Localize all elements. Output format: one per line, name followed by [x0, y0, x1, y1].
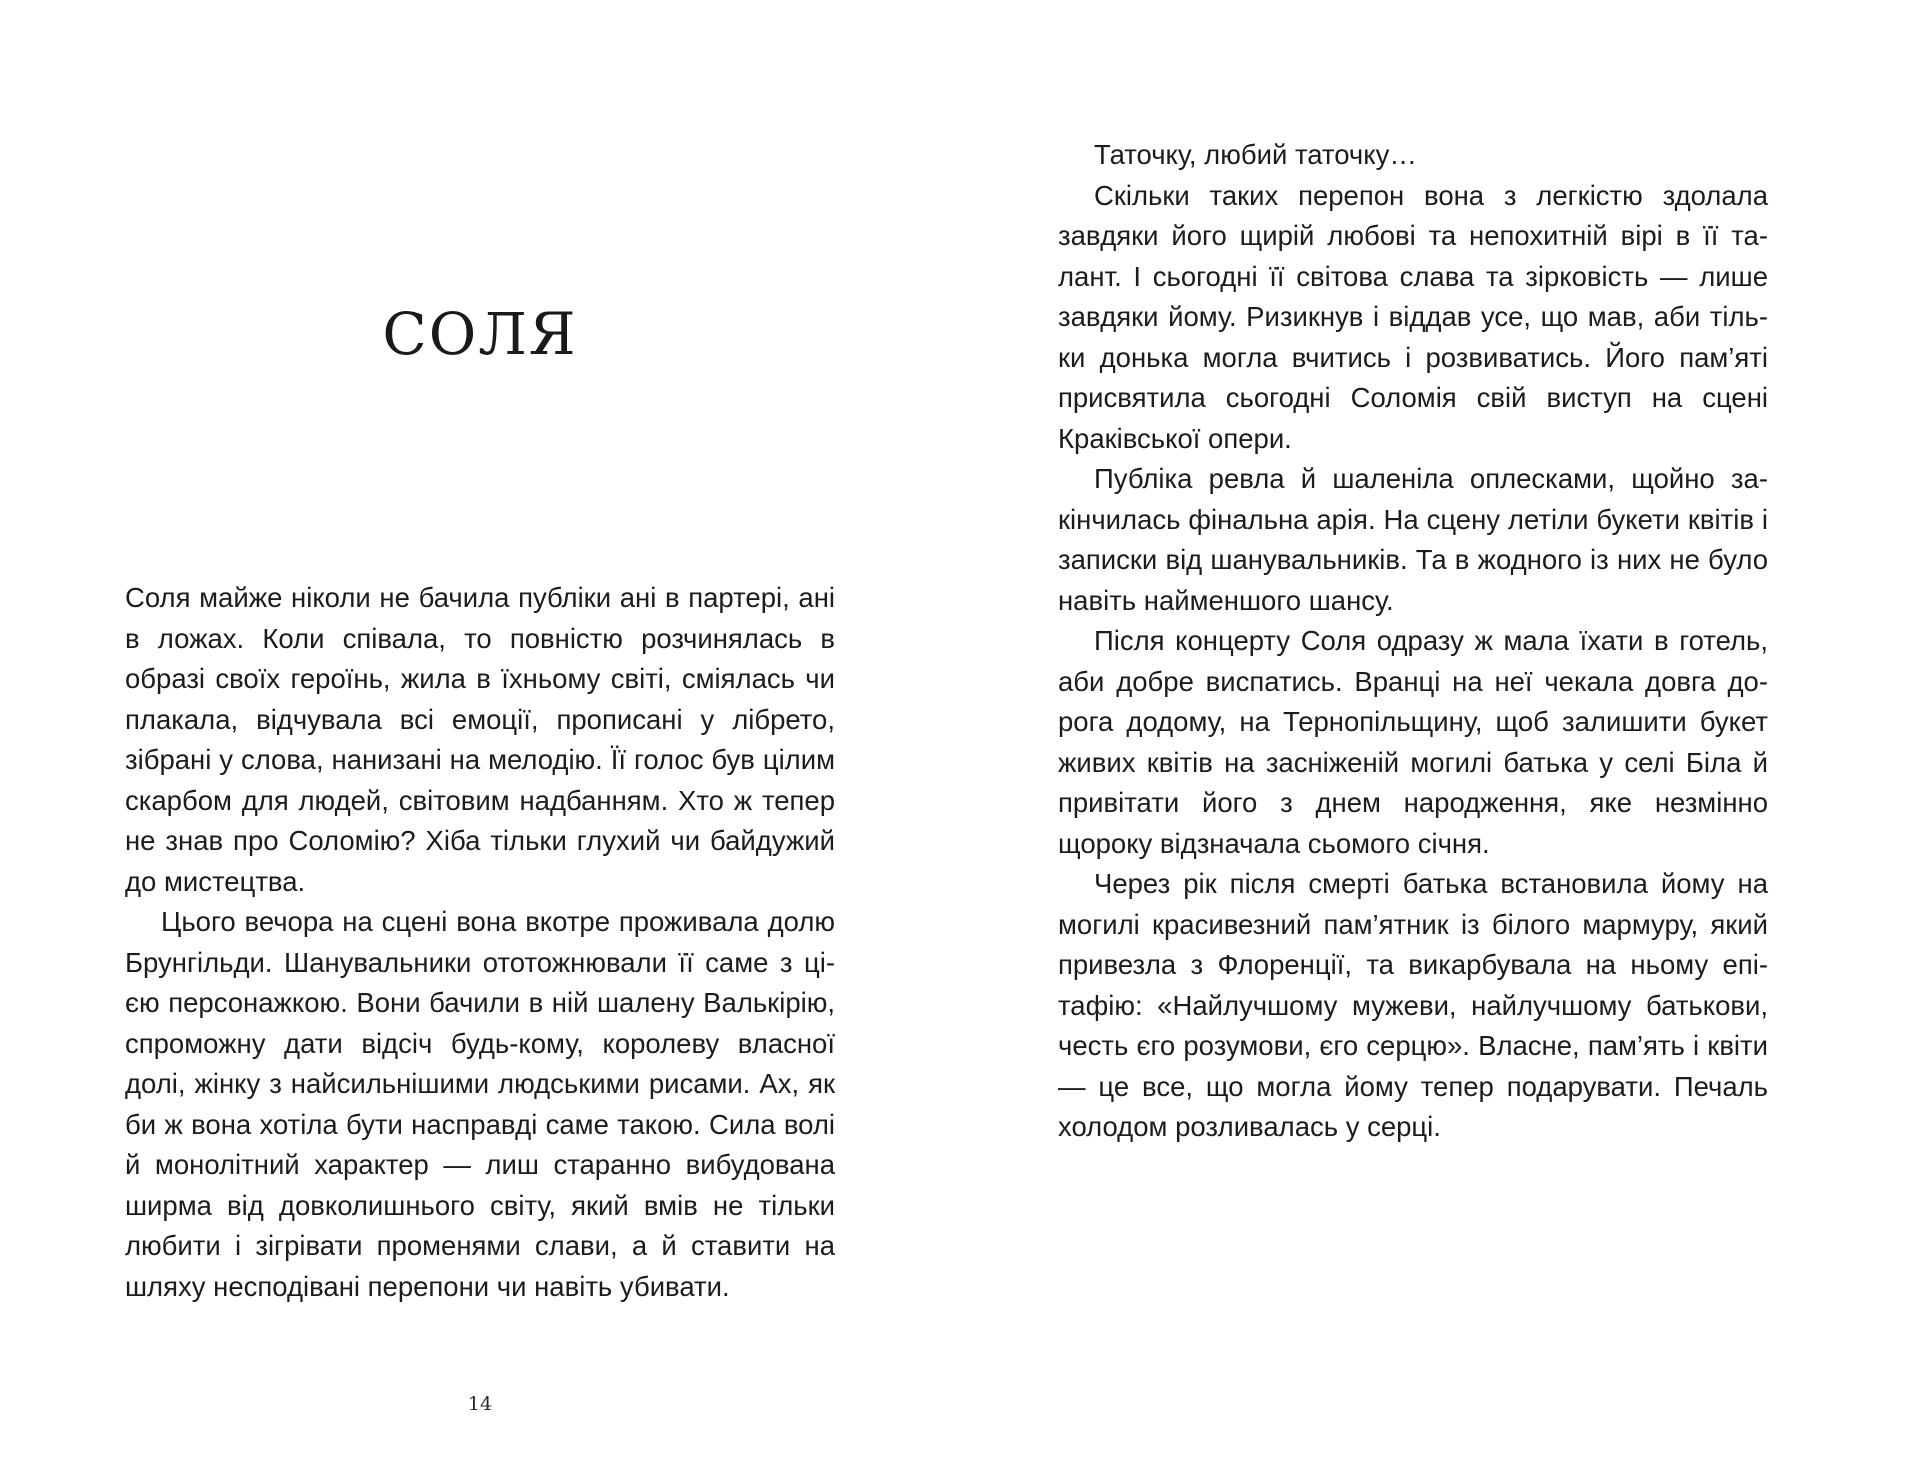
paragraph: Соля майже ніколи не бачила публіки ані в партері, ані в ложах. Коли співала, то повністю розчинялась в образі своїх героїнь, жила в їхньому світі, сміялась чи плакала, відчувала всі емоції, прописані у лібрето, зібрані у слова, нанизані на мелодію. Її голос був цілим скарбом для людей, світовим надбанням. Хто ж тепер не знав про Соломію? Хіба тільки глухий чи байдужий до мистецтва. [125, 582, 835, 897]
right-page [960, 0, 1920, 1476]
paragraph: Через рік після смерті батька встановила йому на могилі красивезний пам’ятник із білого мармуру, який привезла з Флоренції, та викарбувала на ньому епітафію: «Найлучшому мужеви, найлучшому батькови, честь єго розумови, єго серцю». Власне, пам’ять і квіти — це все, що могла йому тепер подарувати. Печаль холодом розливалась у серці. [1058, 868, 1768, 1142]
chapter-title: СОЛЯ [382, 300, 578, 368]
paragraph: Цього вечора на сцені вона вкотре проживала долю Брунгільди. Шанувальники ототожнювали її саме з цією персонажкою. Вони бачили в ній шалену Валькірію, спроможну дати відсіч будь-кому, королеву власної долі, жінку з найсильнішими людськими рисами. Ах, як би ж вона хотіла бути насправді саме такою. Сила волі й монолітний характер — лиш старанно вибудована ширма від довколишнього світу, який вмів не тільки любити і зігрівати променями слави, а й ставити на шляху несподівані перепони чи навіть убивати. [125, 906, 835, 1302]
right-page-text [1058, 135, 1768, 1148]
paragraph: Скільки таких перепон вона з легкістю здолала завдяки його щирій любові та непохитній вірі в її талант. І сьогодні її світова слава та зірковість — лише завдяки йому. Ризикнув і віддав усе, що мав, аби тільки донька могла вчитись і розвиватись. Його пам’яті присвятила сьогодні Соломія свій виступ на сцені Краківської опери. [1058, 179, 1768, 454]
paragraph: Публіка ревла й шаленіла оплесками, щойно закінчилась фінальна арія. На сцену летіли букети квітів і записки від шанувальників. Та в жодного із них не було навіть найменшого шансу. [1058, 463, 1768, 616]
paragraph: Після концерту Соля одразу ж мала їхати в готель, аби добре виспатись. Вранці на неї чекала довга дорога додому, на Тернопільщину, щоб залишити букет живих квітів на засніженій могилі батька у селі Біла й привітати його з днем народження, яке незмінно щороку відзначала сьомого січня. [1058, 625, 1768, 859]
page-number: 14 [467, 1393, 493, 1415]
left-page-text [125, 578, 835, 1307]
paragraph: Таточку, любий таточку… [1094, 139, 1417, 170]
